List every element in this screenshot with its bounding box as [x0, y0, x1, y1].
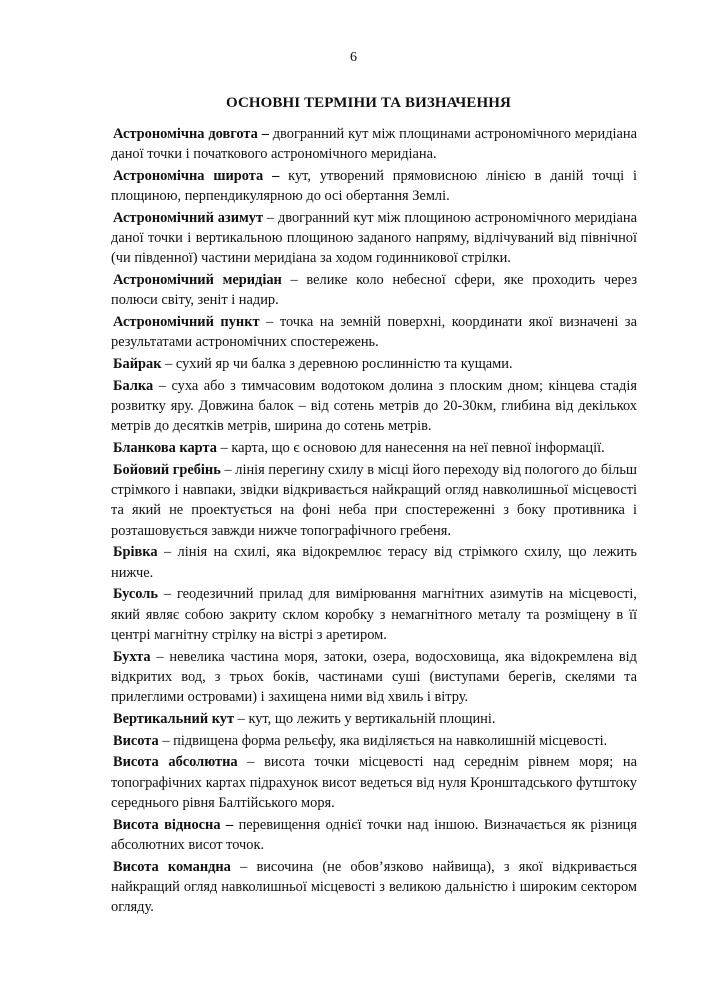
definition: – висота точки місцевості над середнім рівнем моря; на топографічних картах підрахунок висот ведеться від нуля Кронштадського футштоку середнього рівня Балтійського моря.: [111, 754, 637, 811]
definition: кут, утворений прямовисною лінією в даній точці і площиною, перпендикулярною до осі обертання Землі.: [111, 168, 638, 205]
term: Бланкова карта: [113, 440, 217, 457]
page-title: ОСНОВНІ ТЕРМІНИ ТА ВИЗНАЧЕННЯ: [226, 95, 511, 111]
glossary-entry: [111, 166, 637, 206]
definition: – лінія перегину схилу в місці його переходу від пологого до більш стрімкого і навпаки, звідки відкривається найкращий огляд навколишньої місцевості та який не проектується на фоні неба при спостереженні з боку противника і розташовується завжди нижче топографічного гребеня.: [111, 462, 637, 539]
term: Бойовий гребінь: [113, 462, 221, 478]
glossary-entry: [111, 270, 637, 310]
term: Бухта: [113, 648, 151, 665]
definition: – велике коло небесної сфери, яке проходить через полюси світу, зеніт і надир.: [111, 272, 637, 309]
glossary-entry: [111, 460, 637, 541]
definition: – карта, що є основою для нанесення на неї певної інформації.: [216, 440, 605, 457]
page-number: 6: [350, 50, 357, 65]
glossary-entry: [111, 376, 637, 437]
glossary-entry: [111, 584, 637, 645]
definition: – двогранний кут між площиною астрономічного меридіана даної точки і вертикальною площиною заданого напряму, відлічуваний від північної (чи південної) частини меридіана за ходом годинникової стрілки.: [111, 210, 637, 267]
glossary-entry: [111, 647, 637, 708]
glossary-entry: [111, 312, 637, 352]
definition: – підвищена форма рельєфу, яка виділяється на навколишній місцевості.: [158, 732, 608, 749]
definition: – невелика частина моря, затоки, озера, водосховища, яка відокремлена від відкритих вод, з трьох боків, частинами суші (виступами берегів, скелями та прилеглими островами) і захищена ними від хвиль і вітру.: [111, 648, 637, 706]
glossary-entry: [111, 542, 637, 582]
term: Астрономічний пункт: [113, 314, 260, 331]
definition: – кут, що лежить у вертикальній площині.: [234, 710, 496, 727]
term: Бусоль: [113, 586, 158, 603]
glossary-entry: [111, 731, 637, 751]
glossary-entry: [111, 124, 637, 164]
glossary-entry: [111, 208, 637, 269]
definition: двогранний кут між площинами астрономічного меридіана даної точки і початкового астрономічного меридіана.: [111, 126, 637, 163]
definition: – височина (не обов’язково найвища), з якої відкривається найкращий огляд навколишньої місцевості з великою дальністю і широким сектором огляду.: [111, 858, 637, 916]
glossary-entry: [111, 354, 637, 374]
glossary-entry: [111, 815, 637, 855]
term: Астрономічний меридіан: [113, 272, 282, 289]
term: Астрономічна довгота –: [113, 126, 269, 142]
definition: – точка на земній поверхні, координати якої визначені за результатами астрономічних спостережень.: [111, 314, 638, 351]
glossary-entry: [111, 857, 637, 918]
glossary-entry: [111, 438, 637, 458]
definition: – лінія на схилі, яка відокремлює терасу від стрімкого схилу, що лежить нижче.: [111, 544, 637, 581]
definition: – суха або з тимчасовим водотоком долина з плоским дном; кінцева стадія розвитку яру. Довжина балок – від сотень метрів до 20-30км, глибина від декількох метрів до десятків метрів, ширина до сотень метрів.: [111, 378, 637, 435]
term: Балка: [113, 378, 154, 394]
definition: перевищення однієї точки над іншою. Визначається як різниця абсолютних висот точок.: [111, 816, 637, 853]
term: Астрономічна широта –: [113, 168, 280, 184]
glossary-list: [111, 124, 637, 919]
term: Вертикальний кут: [113, 710, 235, 727]
glossary-entry: [111, 709, 637, 729]
term: Брівка: [113, 544, 158, 561]
term: Астрономічний азимут: [113, 210, 264, 226]
term: Байрак: [113, 356, 162, 373]
term: Висота абсолютна: [113, 754, 238, 771]
definition: – геодезичний прилад для вимірювання магнітних азимутів на місцевості, який являє собою закриту склом коробку з немагнітного металу та розміщену в її центрі магнітну стрілку на вістрі з аретиром.: [111, 586, 637, 643]
definition: – сухий яр чи балка з деревною рослинністю та кущами.: [161, 356, 513, 373]
term: Висота командна: [113, 858, 231, 875]
glossary-entry: [111, 752, 637, 813]
term: Висота відносна –: [113, 816, 234, 833]
term: Висота: [113, 732, 159, 749]
